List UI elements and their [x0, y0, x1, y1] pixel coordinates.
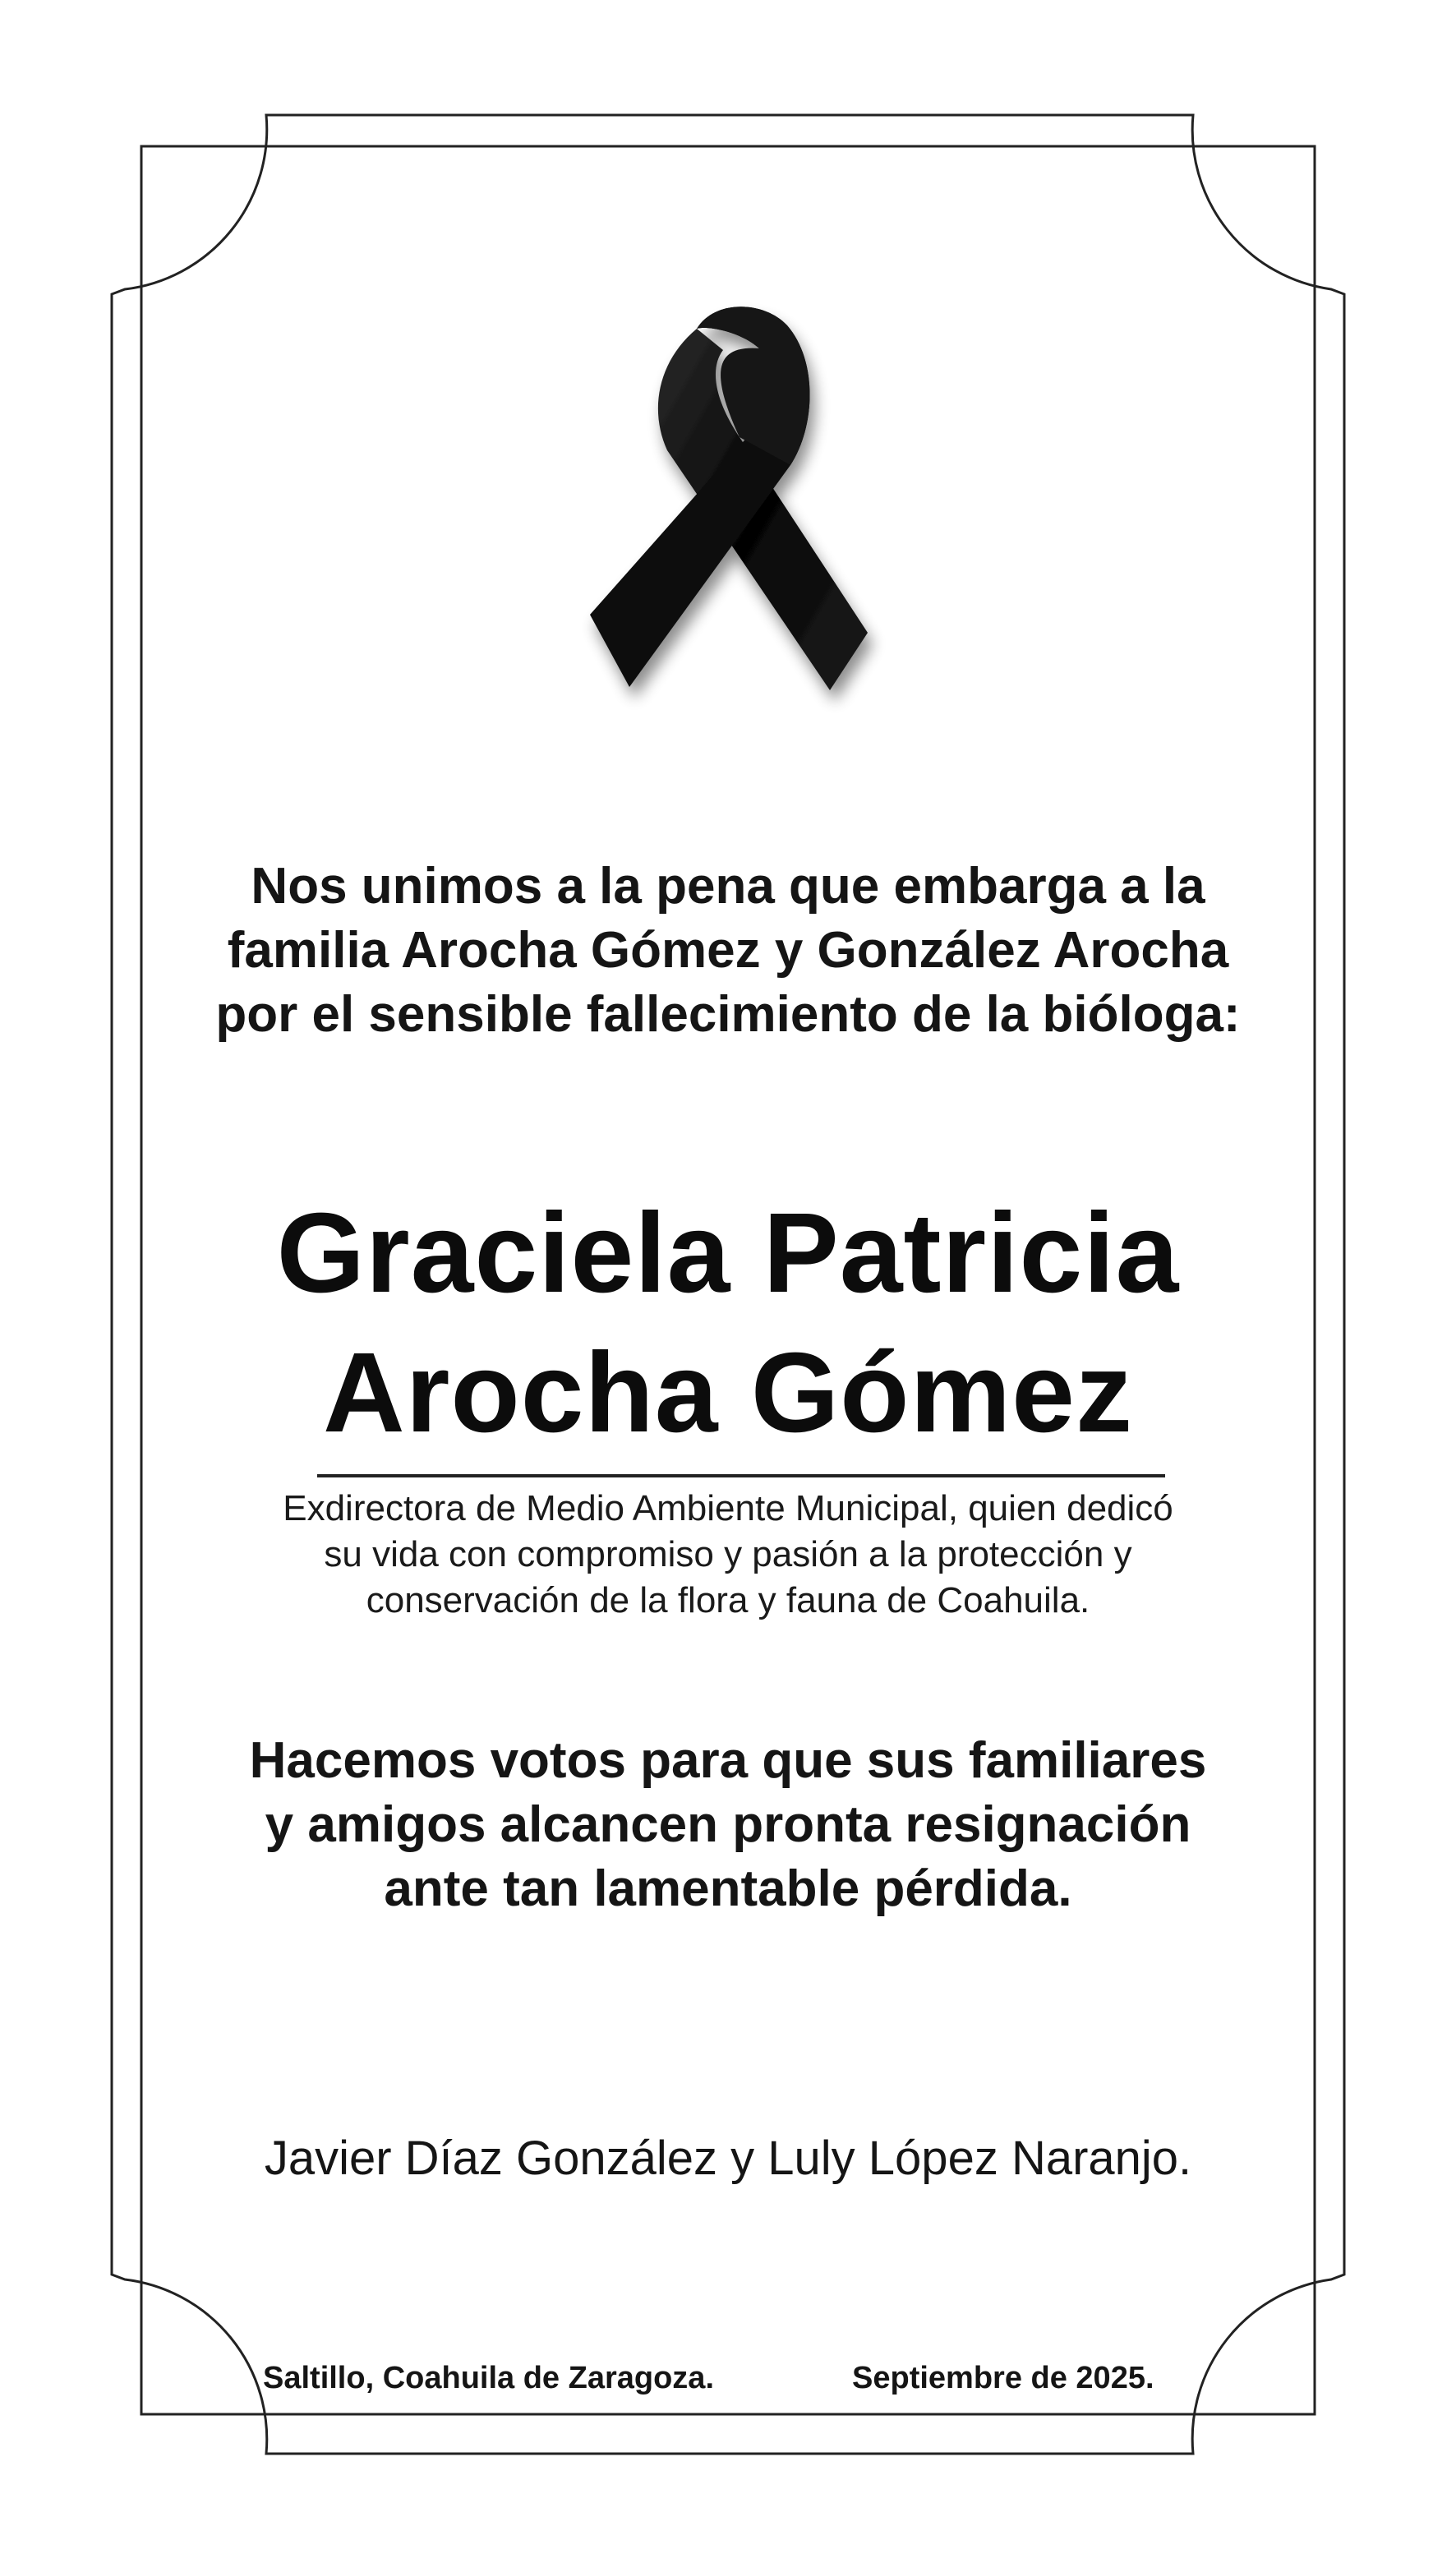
- condolence-line: familia Arocha Gómez y González Arocha: [227, 922, 1229, 979]
- biography-line: Exdirectora de Medio Ambiente Municipal, quien dedicó: [283, 1488, 1173, 1528]
- footer-date: Septiembre de 2025.: [852, 2361, 1154, 2395]
- wishes-message: [0, 1729, 1456, 1921]
- biography-text: [0, 1486, 1456, 1624]
- mourning-ribbon-icon: [590, 307, 868, 690]
- deceased-name: [0, 1183, 1456, 1463]
- footer-place: Saltillo, Coahuila de Zaragoza.: [263, 2361, 714, 2395]
- deceased-name-line: Arocha Gómez: [323, 1330, 1133, 1456]
- condolence-line: Nos unimos a la pena que embarga a la: [251, 858, 1205, 915]
- biography-line: su vida con compromiso y pasión a la protección y: [324, 1534, 1132, 1574]
- wishes-line: Hacemos votos para que sus familiares: [249, 1732, 1207, 1789]
- condolence-message: [0, 855, 1456, 1047]
- name-divider: [317, 1474, 1165, 1477]
- biography-line: conservación de la flora y fauna de Coahuila.: [366, 1580, 1090, 1620]
- signature: Javier Díaz González y Luly López Naranjo.: [264, 2132, 1192, 2185]
- deceased-name-line: Graciela Patricia: [276, 1190, 1180, 1316]
- condolence-line: por el sensible fallecimiento de la bióloga:: [215, 986, 1241, 1043]
- wishes-line: ante tan lamentable pérdida.: [384, 1860, 1072, 1917]
- wishes-line: y amigos alcancen pronta resignación: [265, 1796, 1191, 1853]
